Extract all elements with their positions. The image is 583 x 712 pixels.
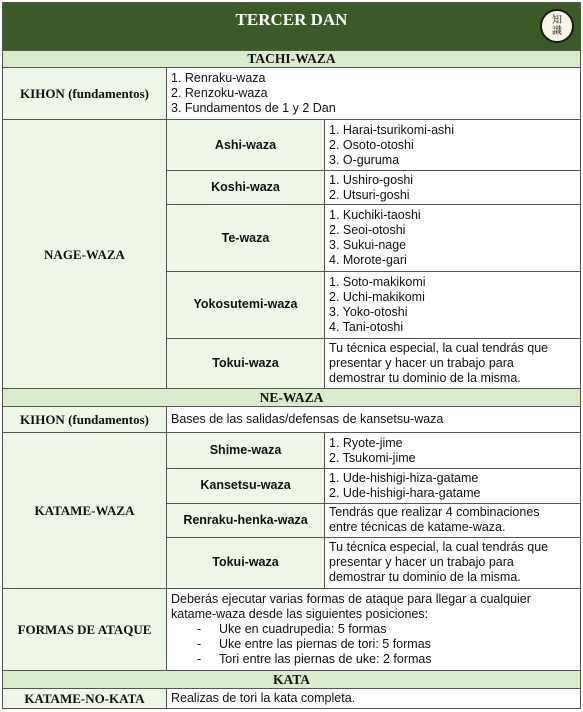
section-header-tachi-waza: TACHI-WAZA (3, 50, 581, 67)
subcategory-yokosutemi-waza: Yokosutemi-waza (167, 272, 325, 339)
katame-no-kata-text: Realizas de tori la kata completa. (167, 688, 581, 708)
subcategory-ashi-waza: Ashi-waza (167, 120, 325, 171)
formas-de-ataque-text: Deberás ejecutar varias formas de ataque para llegar a cualquier katame-waza desde las siguientes posiciones: - Uke en cuadrupedia: 5 formas - Uke entre las piernas de tori: 5 formas - Tori entre las piernas de uke: 2 formas (167, 588, 581, 671)
category-nage-waza: NAGE-WAZA (3, 120, 167, 389)
shime-waza-items: 1. Ryote-jime 2. Tsukomi-jime (325, 432, 581, 468)
renraku-henka-waza-items: Tendrás que realizar 4 combinaciones entre técnicas de katame-waza. (325, 503, 581, 537)
subcategory-shime-waza: Shime-waza (167, 432, 325, 468)
kansetsu-waza-items: 1. Ude-hishigi-hiza-gatame 2. Ude-hishigi-hara-gatame (325, 469, 581, 503)
category-katame-no-kata: KATAME-NO-KATA (3, 688, 167, 708)
ashi-waza-items: 1. Harai-tsurikomi-ashi 2. Osoto-otoshi 3. O-guruma (325, 120, 581, 171)
section-header-ne-waza: NE-WAZA (3, 389, 581, 406)
subcategory-te-waza: Te-waza (167, 205, 325, 272)
subcategory-koshi-waza: Koshi-waza (167, 170, 325, 204)
tercer-dan-table (2, 2, 581, 709)
te-waza-items: 1. Kuchiki-taoshi 2. Seoi-otoshi 3. Sukui-nage 4. Morote-gari (325, 205, 581, 272)
category-formas-de-ataque: FORMAS DE ATAQUE (3, 588, 167, 671)
ne-kihon-text: Bases de las salidas/defensas de kansetsu-waza (167, 406, 581, 432)
yokosutemi-waza-items: 1. Soto-makikomi 2. Uchi-makikomi 3. Yoko-otoshi 4. Tani-otoshi (325, 272, 581, 339)
bullet-item: - Tori entre las piernas de uke: 2 formas (197, 651, 432, 666)
bullet-item: - Uke entre las piernas de tori: 5 formas (197, 636, 431, 651)
subcategory-kansetsu-waza: Kansetsu-waza (167, 469, 325, 503)
katame-tokui-waza-items: Tu técnica especial, la cual tendrás que presentar y hacer un trabajo para demostrar tu dominio de la misma. (325, 537, 581, 588)
nage-tokui-waza-items: Tu técnica especial, la cual tendrás que presentar y hacer un trabajo para demostrar tu dominio de la misma. (325, 338, 581, 389)
category-katame-waza: KATAME-WAZA (3, 432, 167, 588)
category-ne-kihon: KIHON (fundamentos) (3, 406, 167, 432)
category-tachi-kihon: KIHON (fundamentos) (3, 67, 167, 120)
subcategory-nage-tokui-waza: Tokui-waza (167, 338, 325, 389)
koshi-waza-items: 1. Ushiro-goshi 2. Utsuri-goshi (325, 170, 581, 204)
subcategory-katame-tokui-waza: Tokui-waza (167, 537, 325, 588)
title-bar (3, 3, 581, 51)
section-header-kata: KATA (3, 671, 581, 688)
page-title: TERCER DAN (235, 10, 348, 29)
bullet-item: - Uke en cuadrupedia: 5 formas (197, 621, 387, 636)
subcategory-renraku-henka-waza: Renraku-henka-waza (167, 503, 325, 537)
kanji-seal-icon: 知 識 (540, 9, 574, 43)
tachi-kihon-items: 1. Renraku-waza 2. Renzoku-waza 3. Fundamentos de 1 y 2 Dan (167, 67, 581, 120)
